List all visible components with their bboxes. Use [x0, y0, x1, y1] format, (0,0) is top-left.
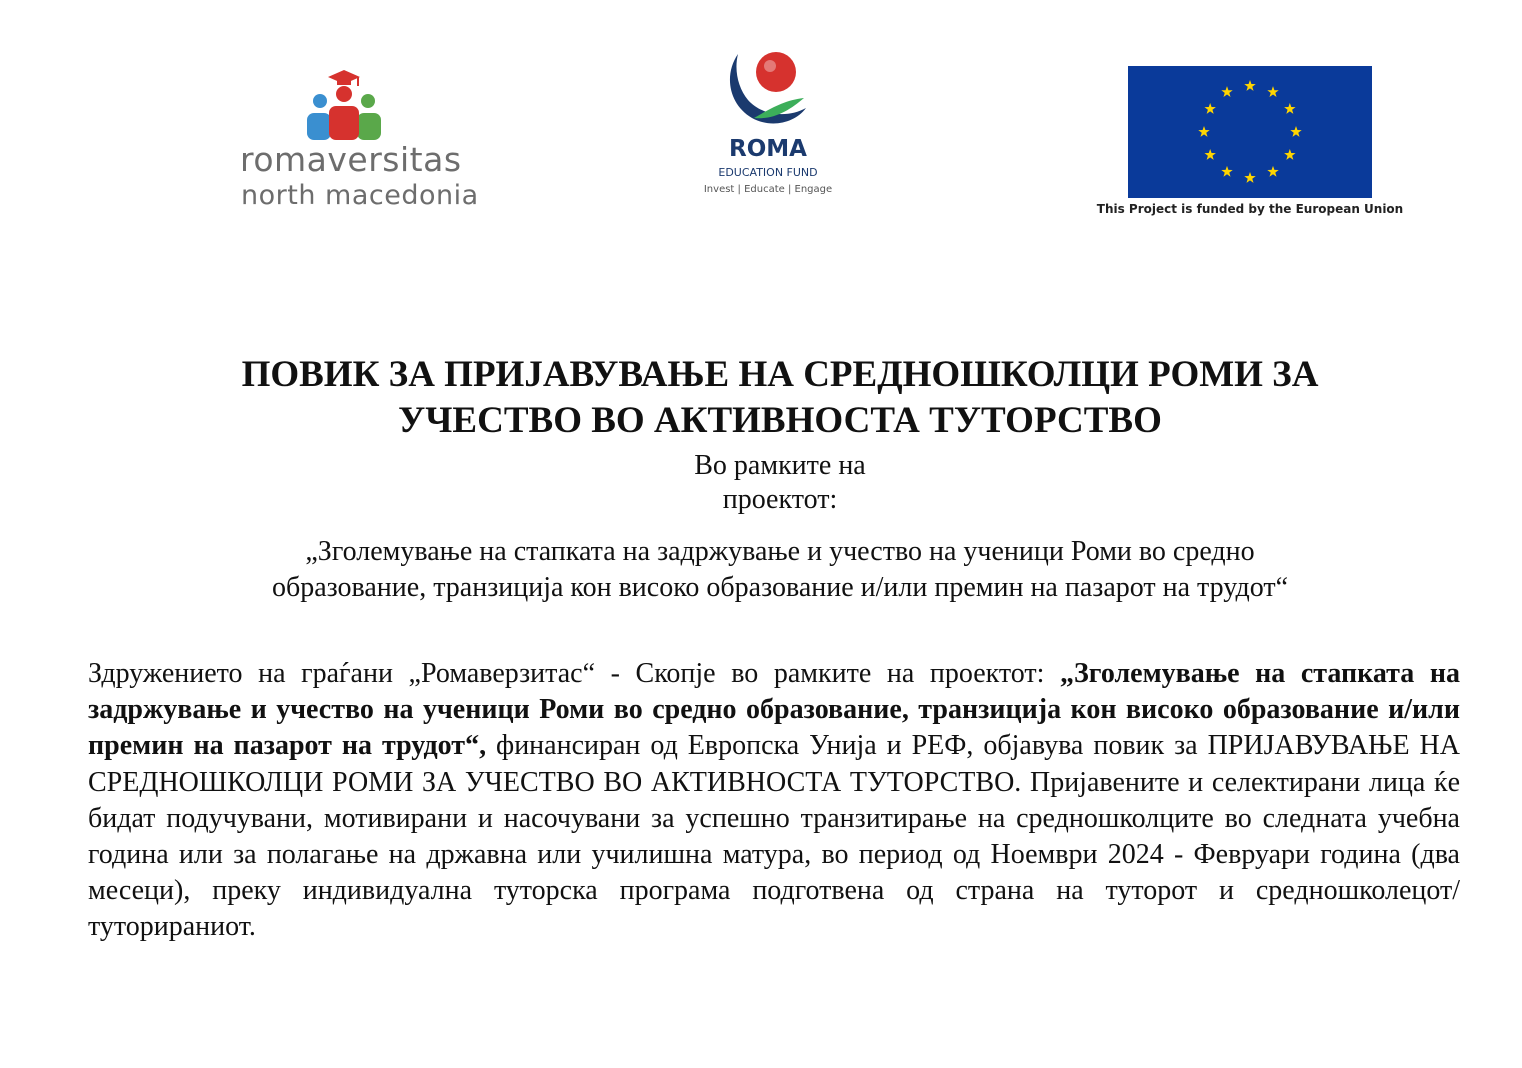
project-title [100, 534, 1460, 606]
project-title-line-2: образование, транзиција кон високо образование и/или премин на пазарот на трудот“ [271, 572, 1289, 603]
body-rest: финансиран од Европска Унија и РЕФ, објавува повик за ПРИЈАВУВАЊЕ НА СРЕДНОШКОЛЦИ РОМИ ЗА УЧЕСТВО ВО АКТИВНОСТА ТУТОРСТВО. Пријавените и селектирани лица ќе бидат подучувани, мотивирани и насочувани за успешно транзитирање на средношколците во следната учебна година или за полагање на државна или училишна матура, во период од Ноември 2024 - Февруари година (два месеци), преку индивидуална туторска програма подготвена од страна на туторот и средношколецот/туторираниот. [88, 730, 1461, 943]
eu-funding-caption: This Project is funded by the European Union [1096, 202, 1404, 216]
subtitle-line-2: проектот: [722, 484, 838, 515]
body-paragraph [88, 656, 1460, 946]
subtitle-line-1: Во рамките на [694, 450, 866, 481]
body-project-name: „Зголемување на стапката на задржување и учество на ученици Роми во средно образование, транзиција кон високо образование и/или премин на пазарот на трудот“, [88, 658, 1460, 762]
title-line-1: ПОВИК ЗА ПРИЈАВУВАЊЕ НА СРЕДНОШКОЛЦИ РОМИ ЗА [241, 354, 1319, 395]
project-title-line-1: „Зголемување на стапката на задржување и учество на ученици Роми во средно [305, 536, 1255, 567]
page-title [80, 352, 1480, 444]
romaversitas-country: north macedonia [241, 180, 479, 211]
body-intro: Здружението на граѓани „Ромаверзитас“ - Скопје во рамките на проектот: [88, 658, 1061, 689]
romaversitas-logo [236, 68, 479, 218]
eu-flag-icon [1128, 66, 1372, 198]
romaversitas-name: romaversitas [240, 140, 462, 179]
graduates-group-icon [304, 68, 384, 142]
eu-flag-logo [1070, 66, 1430, 226]
project-intro [80, 449, 1480, 517]
roma-education-fund-logo [698, 40, 838, 210]
title-line-2: УЧЕСТВО ВО АКТИВНОСТА ТУТОРСТВО [398, 400, 1162, 441]
ref-swirl-icon [724, 40, 812, 130]
logo-bar [0, 0, 1522, 240]
ref-tagline: Invest | Educate | Engage [703, 184, 833, 195]
ref-subtitle: EDUCATION FUND [718, 166, 818, 179]
ref-name: ROMA [729, 136, 807, 162]
